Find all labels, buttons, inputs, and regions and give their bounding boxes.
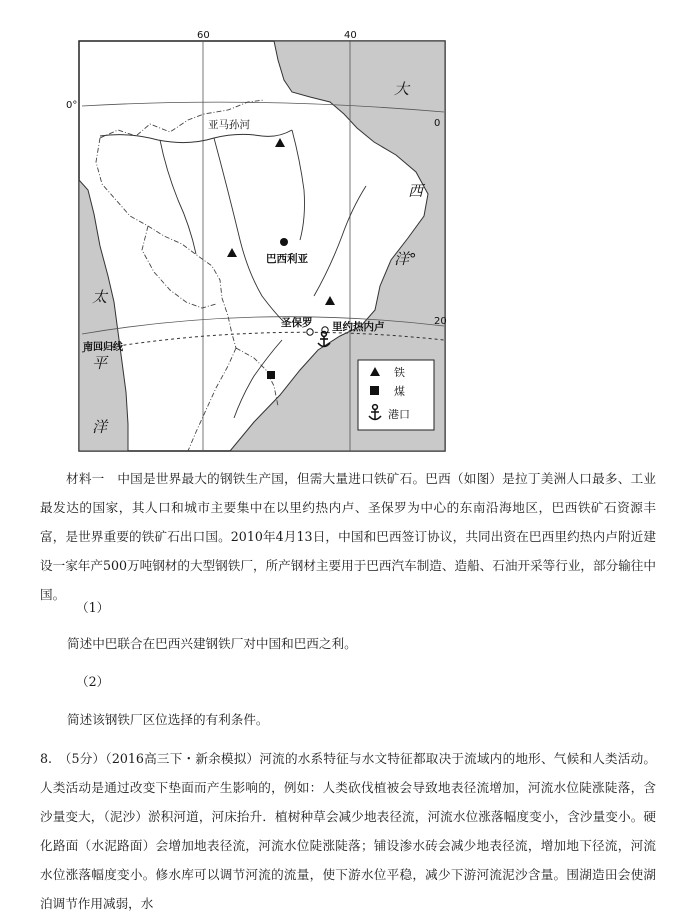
lat-label-0-left: 0° — [66, 100, 78, 111]
coal-marker — [267, 371, 275, 379]
saopaulo-marker — [307, 329, 313, 335]
legend-coal-icon — [370, 386, 379, 395]
legend-port-label: 港口 — [388, 408, 410, 421]
lon-label-40: 40 — [344, 30, 357, 41]
city-label-rio: 里约热内卢 — [332, 321, 385, 333]
question-1-number: （1） — [76, 600, 110, 615]
brazil-map — [66, 30, 447, 452]
material1-paragraph: 材料一 中国是世界最大的钢铁生产国，但需大量进口铁矿石。巴西（如图）是拉丁美洲人口最多、工业最发达的国家，其人口和城市主要集中在以里约热内卢、圣保罗为中心的东南沿海地区，巴西铁矿石资源丰富，是世界重要的铁矿石出口国。2010年4月13日，中国和巴西签订协议，共同出资在巴西里约热内卢附近建设一家年产500万吨钢材的大型钢铁厂，所产钢材主要用于巴西汽车制造、造船、石油开采等行业，部分输往中国。 — [40, 471, 656, 602]
question-2-number: （2） — [76, 674, 110, 689]
tropic-label: 南回归线 — [83, 342, 123, 353]
ocean-label-yang-pac: 洋 — [92, 418, 108, 436]
lat-label-20: 20 — [434, 316, 447, 327]
question-1-text: 简述中巴联合在巴西兴建钢铁厂对中国和巴西之利。 — [67, 636, 357, 651]
city-label-saopaulo: 圣保罗 — [281, 317, 313, 329]
ocean-label-tai: 太 — [92, 288, 108, 306]
legend-iron-label: 铁 — [394, 366, 405, 379]
legend-coal-label: 煤 — [394, 385, 405, 398]
ocean-label-xi: 西 — [408, 182, 424, 200]
river-label-amazon: 亚马孙河 — [208, 119, 250, 131]
ocean-label-yang-atl: 洋° — [394, 250, 417, 268]
lon-label-60: 60 — [197, 30, 210, 41]
question-8-paragraph: 8. （5分）（2016高三下・新余模拟）河流的水系特征与水文特征都取决于流域内的地形、气候和人类活动。人类活动是通过改变下垫面而产生影响的，例如：人类砍伐植被会导致地表径流增加，河流水位陡涨陡落，含沙量变大，（泥沙）淤积河道，河床抬升．植树种草会减少地表径流，河流水位涨落幅度变小，含沙量变小。硬化路面（水泥路面）会增加地表径流，河流水位陡涨陡落；铺设渗水砖会减少地表径流，增加地下径流，河流水位涨落幅度变小。修水库可以调节河流的流量，使下游水位平稳，减少下游河流泥沙含量。围湖造田会使湖泊调节作用减弱，水 — [40, 751, 656, 911]
ocean-label-ping: 平 — [92, 354, 108, 372]
lat-label-0-right: 0 — [434, 118, 441, 129]
city-label-brasilia: 巴西利亚 — [266, 253, 308, 265]
question-2-text: 简述该钢铁厂区位选择的有利条件。 — [67, 712, 269, 727]
brasilia-marker — [280, 238, 288, 246]
ocean-label-da: 大 — [394, 80, 410, 98]
